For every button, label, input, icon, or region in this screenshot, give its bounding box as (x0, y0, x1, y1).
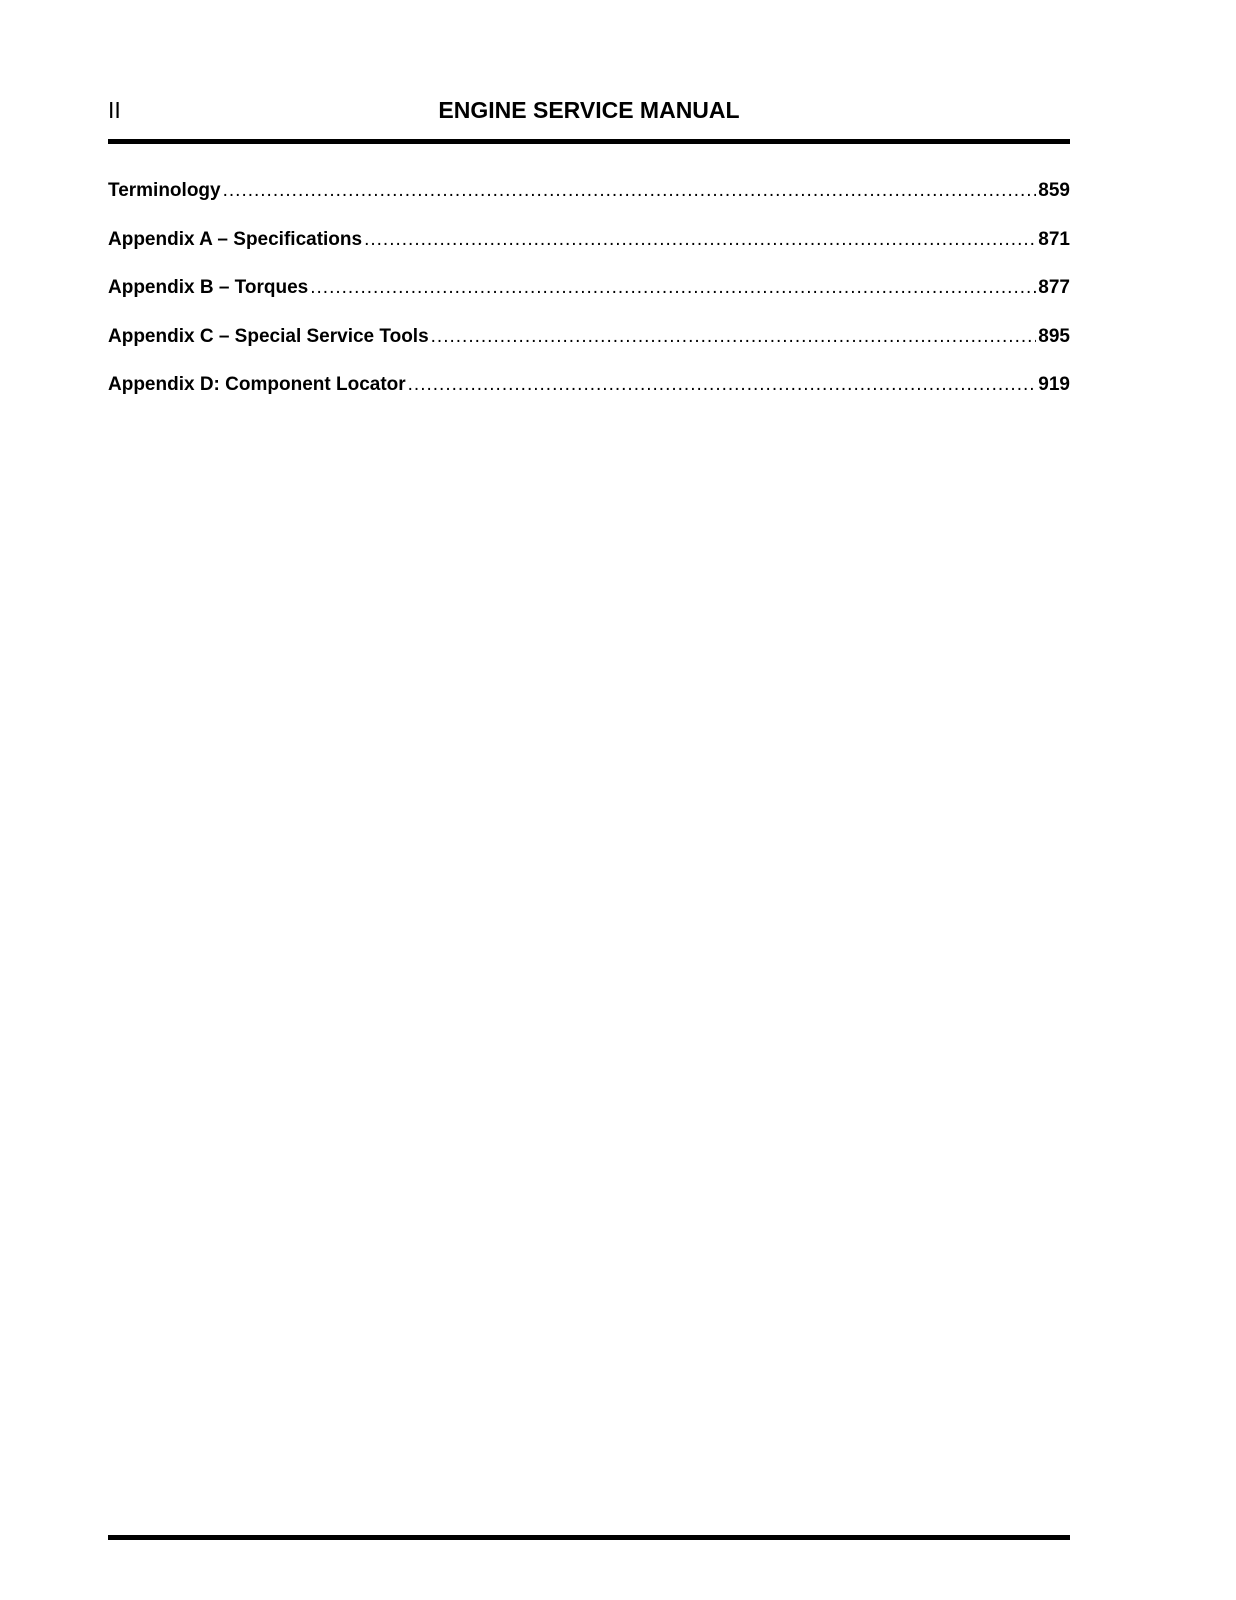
toc-entry-page: 895 (1038, 325, 1070, 347)
toc-dot-leader (408, 372, 1037, 398)
page-title: ENGINE SERVICE MANUAL (438, 97, 740, 123)
toc-entry-label: Terminology (108, 180, 221, 201)
header-divider (108, 139, 1070, 144)
toc-entry-label: Appendix C – Special Service Tools (108, 325, 429, 347)
toc-dot-leader (223, 178, 1037, 204)
toc-entry-appendix-c[interactable] (108, 324, 1070, 373)
toc-entry-page: 877 (1038, 277, 1070, 298)
page-number: II (108, 97, 121, 123)
toc-entry-appendix-d[interactable] (108, 372, 1070, 421)
toc-dot-leader (310, 275, 1036, 301)
toc-entry-label: Appendix B – Torques (108, 277, 309, 298)
toc-entry-page: 859 (1038, 180, 1070, 201)
toc-entry-label: Appendix A – Specifications (108, 228, 363, 250)
toc-dot-leader (364, 227, 1036, 253)
toc-entry-page: 871 (1038, 228, 1070, 250)
toc-entry-appendix-b[interactable] (108, 275, 1070, 324)
toc-entry-appendix-a[interactable] (108, 227, 1070, 276)
table-of-contents (108, 178, 1070, 421)
toc-entry-page: 919 (1038, 374, 1070, 395)
toc-entry-terminology[interactable] (108, 178, 1070, 227)
toc-entry-label: Appendix D: Component Locator (108, 374, 406, 395)
footer-divider (108, 1535, 1070, 1540)
toc-dot-leader (431, 324, 1037, 350)
